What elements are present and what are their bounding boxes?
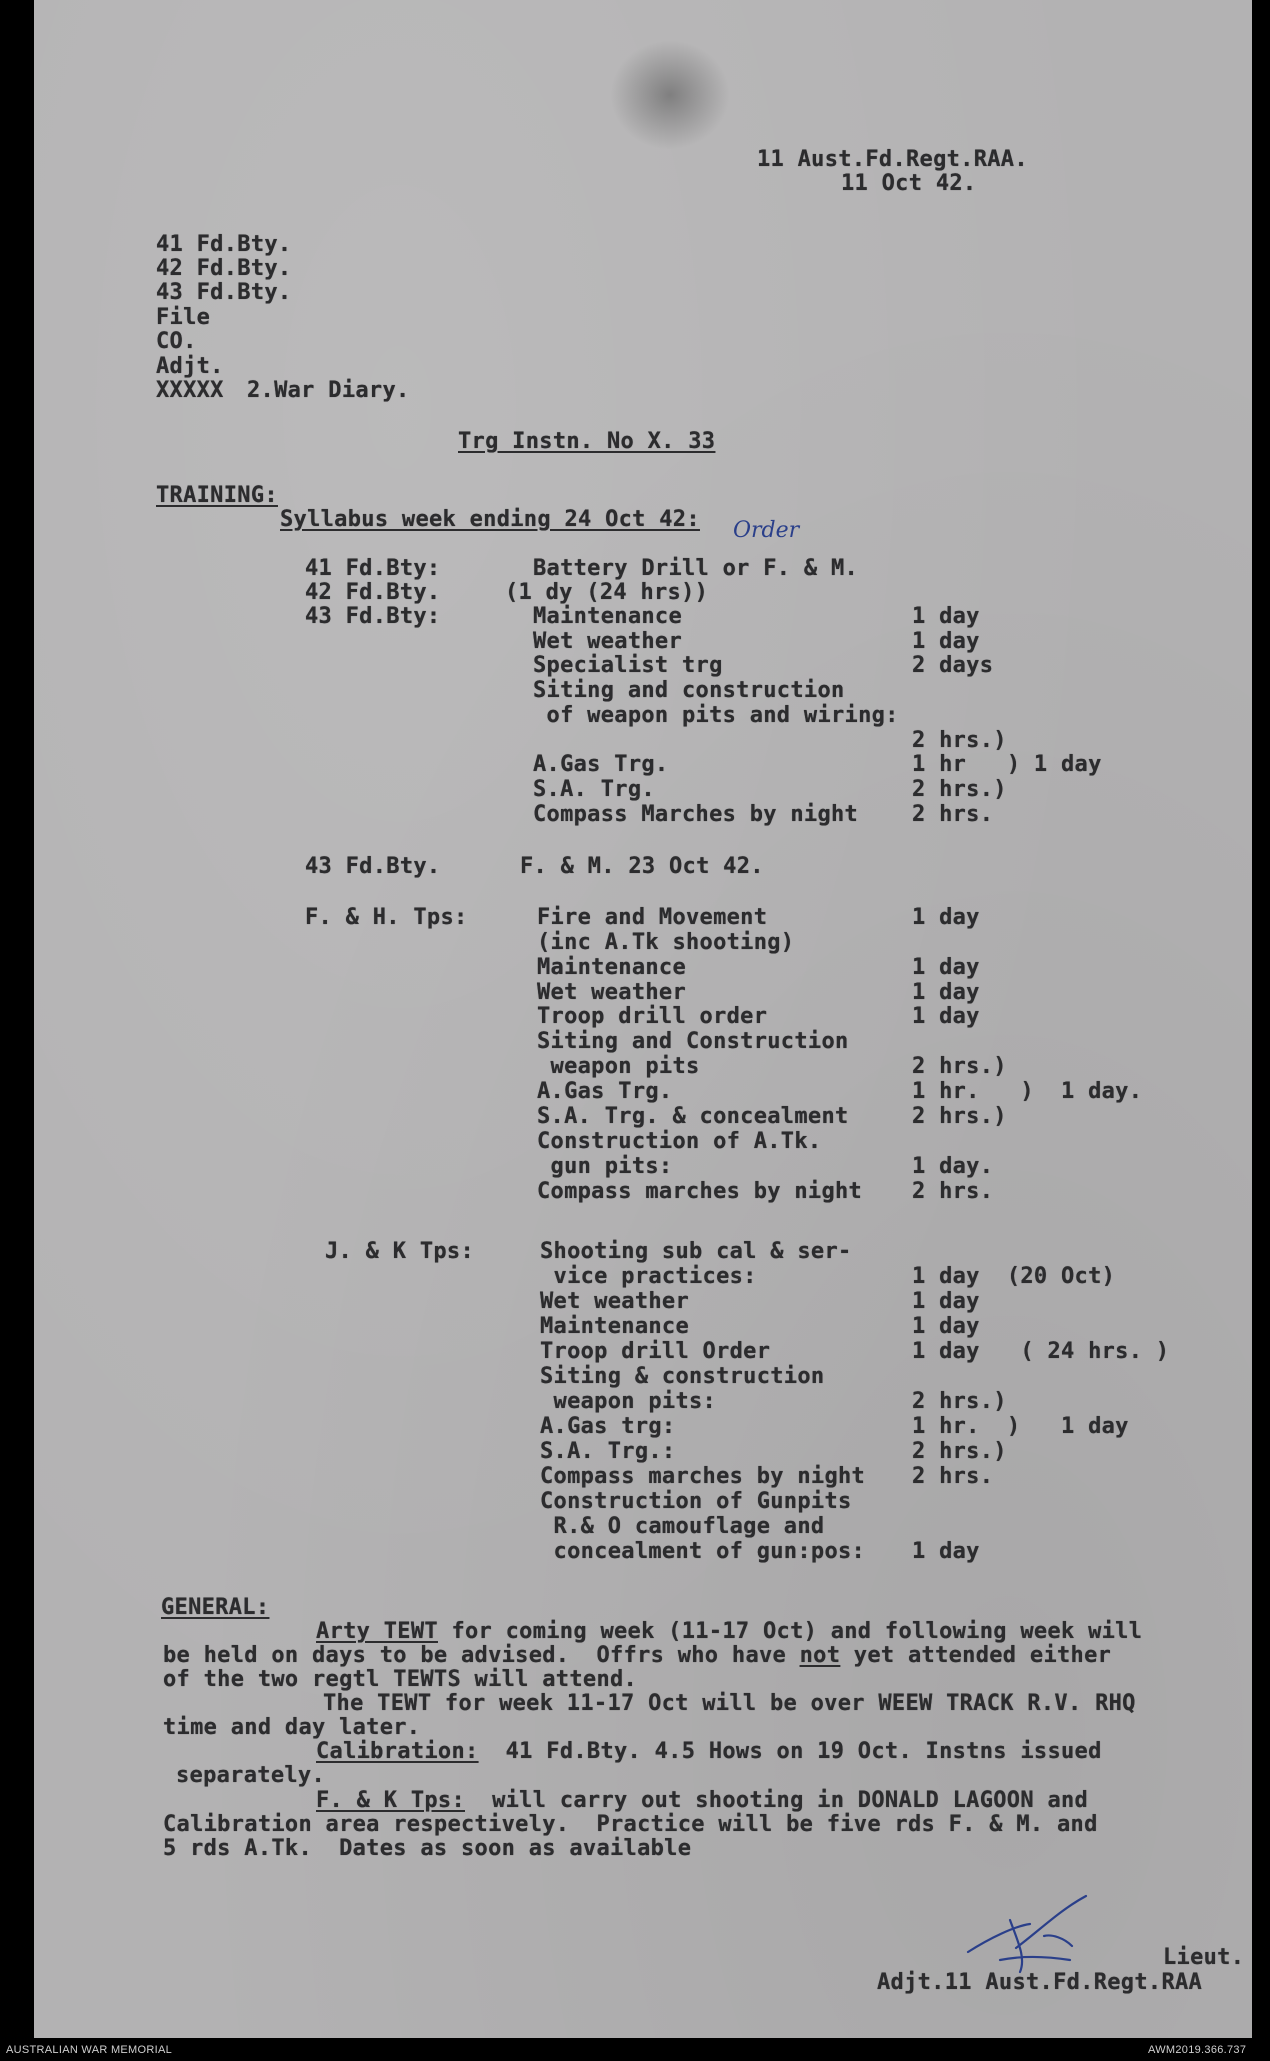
distribution-item: 41 Fd.Bty. bbox=[156, 232, 292, 257]
syllabus-duration: 1 hr. ) 1 day. bbox=[912, 1079, 1143, 1104]
syllabus-item: A.Gas Trg. bbox=[537, 1079, 673, 1104]
general-heading: GENERAL: bbox=[161, 1595, 270, 1620]
general-p1-l3: of the two regtl TEWTS will attend. bbox=[163, 1667, 638, 1692]
distribution-item: 2.War Diary. bbox=[247, 378, 410, 403]
distribution-item: Adjt. bbox=[156, 354, 224, 379]
syllabus-item: Fire and Movement bbox=[537, 905, 768, 930]
syllabus-duration: 1 day bbox=[912, 955, 980, 980]
general-p1 bbox=[316, 1620, 1142, 1644]
syllabus-duration: 2 hrs. bbox=[912, 1464, 994, 1489]
b42-label: 42 Fd.Bty. bbox=[305, 580, 441, 605]
syllabus-item: S.A. Trg. bbox=[533, 777, 655, 802]
syllabus-item: A.Gas trg: bbox=[540, 1414, 676, 1439]
general-p4-l3: 5 rds A.Tk. Dates as soon as available bbox=[163, 1836, 692, 1861]
syllabus-item: Wet weather bbox=[537, 980, 686, 1005]
jk-label: J. & K Tps: bbox=[325, 1239, 474, 1264]
general-p2: The TEWT for week 11-17 Oct will be over WEEW TRACK R.V. RHQ bbox=[323, 1691, 1136, 1716]
general-emphasis: not bbox=[799, 1643, 841, 1668]
distribution-item: File bbox=[156, 305, 211, 330]
syllabus-item: of weapon pits and wiring: bbox=[533, 703, 899, 728]
syllabus-duration: 2 days bbox=[912, 653, 994, 678]
syllabus-item: Shooting sub cal & ser- bbox=[540, 1239, 852, 1264]
syllabus-item: S.A. Trg.: bbox=[540, 1439, 676, 1464]
b43b-text: F. & M. 23 Oct 42. bbox=[520, 854, 764, 879]
syllabus-item: Maintenance bbox=[540, 1314, 689, 1339]
b43b-label: 43 Fd.Bty. bbox=[305, 854, 441, 879]
syllabus-heading: Syllabus week ending 24 Oct 42: bbox=[280, 507, 700, 532]
b42-text: (1 dy (24 hrs)) bbox=[505, 580, 709, 605]
syllabus-item: Siting and construction bbox=[533, 678, 845, 703]
syllabus-item: Maintenance bbox=[537, 955, 686, 980]
syllabus-duration: 2 hrs.) bbox=[912, 1389, 1007, 1414]
general-p4-lead: F. & K Tps: bbox=[316, 1788, 465, 1813]
general-p3-lead: Calibration: bbox=[316, 1739, 479, 1764]
syllabus-item: Wet weather bbox=[533, 629, 682, 654]
distribution-item: CO. bbox=[156, 329, 197, 354]
training-heading: TRAINING: bbox=[156, 483, 278, 508]
syllabus-item: S.A. Trg. & concealment bbox=[537, 1104, 849, 1129]
syllabus-item: Compass marches by night bbox=[540, 1464, 866, 1489]
syllabus-item: Troop drill order bbox=[537, 1004, 768, 1029]
syllabus-duration: 1 day (20 Oct) bbox=[912, 1264, 1116, 1289]
general-p4 bbox=[316, 1789, 1088, 1813]
handwritten-insert: Order bbox=[733, 518, 800, 543]
syllabus-item: Wet weather bbox=[540, 1289, 689, 1314]
syllabus-duration: 1 day bbox=[912, 1539, 980, 1564]
fh-label: F. & H. Tps: bbox=[305, 905, 468, 930]
general-text: yet attended either bbox=[840, 1643, 1112, 1668]
syllabus-duration: 2 hrs.) bbox=[912, 1104, 1007, 1129]
syllabus-duration: 2 hrs.) bbox=[912, 1439, 1007, 1464]
syllabus-item: Maintenance bbox=[533, 604, 682, 629]
b41-text: Battery Drill or F. & M. bbox=[533, 556, 859, 581]
unit-header: 11 Aust.Fd.Regt.RAA. bbox=[757, 147, 1028, 172]
b41-label: 41 Fd.Bty: bbox=[305, 556, 441, 581]
footer-source: AUSTRALIAN WAR MEMORIAL bbox=[6, 2044, 173, 2056]
syllabus-item: Construction of A.Tk. bbox=[537, 1129, 822, 1154]
general-p4-rest: will carry out shooting in DONALD LAGOON and bbox=[465, 1788, 1089, 1813]
general-p4-l2: Calibration area respectively. Practice will be five rds F. & M. and bbox=[163, 1812, 1098, 1837]
syllabus-item: Troop drill Order bbox=[540, 1339, 771, 1364]
general-p2-l2: time and day later. bbox=[163, 1715, 421, 1740]
b43-label: 43 Fd.Bty: bbox=[305, 604, 441, 629]
syllabus-item: Compass Marches by night bbox=[533, 802, 859, 827]
distribution-item: 43 Fd.Bty. bbox=[156, 280, 292, 305]
syllabus-item: gun pits: bbox=[537, 1154, 673, 1179]
syllabus-item: Siting & construction bbox=[540, 1364, 825, 1389]
syllabus-duration: 1 day bbox=[912, 629, 980, 654]
syllabus-item: Specialist trg bbox=[533, 653, 723, 678]
ink-smudge bbox=[610, 40, 730, 150]
syllabus-item: weapon pits bbox=[537, 1054, 700, 1079]
syllabus-duration: 2 hrs. bbox=[912, 1179, 994, 1204]
syllabus-duration: 1 day bbox=[912, 1314, 980, 1339]
syllabus-duration: 1 day bbox=[912, 980, 980, 1005]
syllabus-duration: 1 day bbox=[912, 905, 980, 930]
general-p3-l2: separately. bbox=[176, 1763, 325, 1788]
syllabus-duration: 2 hrs.) bbox=[912, 777, 1007, 802]
footer-accession: AWM2019.366.737 bbox=[1148, 2044, 1247, 2056]
syllabus-duration: 1 day bbox=[912, 1004, 980, 1029]
general-p3 bbox=[316, 1740, 1102, 1764]
document-title: Trg Instn. No X. 33 bbox=[458, 429, 716, 454]
syllabus-duration: 1 day. bbox=[912, 1154, 994, 1179]
general-p3-rest: 41 Fd.Bty. 4.5 Hows on 19 Oct. Instns issued bbox=[478, 1739, 1102, 1764]
syllabus-item: concealment of gun:pos: bbox=[540, 1539, 866, 1564]
general-p1-rest: for coming week (11-17 Oct) and following week will bbox=[437, 1619, 1143, 1644]
syllabus-item: Compass marches by night bbox=[537, 1179, 863, 1204]
syllabus-item: R.& O camouflage and bbox=[540, 1514, 825, 1539]
syllabus-duration: 2 hrs. bbox=[912, 802, 994, 827]
syllabus-duration: 1 hr ) 1 day bbox=[912, 752, 1102, 777]
syllabus-duration: 1 day ( 24 hrs. ) bbox=[912, 1339, 1170, 1364]
syllabus-duration: 2 hrs.) bbox=[912, 1054, 1007, 1079]
syllabus-item: (inc A.Tk shooting) bbox=[537, 930, 795, 955]
syllabus-duration: 1 day bbox=[912, 604, 980, 629]
syllabus-item: Siting and Construction bbox=[537, 1029, 849, 1054]
distribution-item-struck: XXXXX bbox=[156, 378, 224, 403]
signature-title: Adjt.11 Aust.Fd.Regt.RAA bbox=[877, 1970, 1203, 1995]
general-p1-l2 bbox=[163, 1644, 1111, 1668]
date-header: 11 Oct 42. bbox=[841, 171, 977, 196]
distribution-item: 42 Fd.Bty. bbox=[156, 256, 292, 281]
syllabus-item: A.Gas Trg. bbox=[533, 752, 669, 777]
signature-rank: Lieut. bbox=[1163, 1945, 1245, 1970]
general-text: be held on days to be advised. Offrs who have bbox=[163, 1643, 800, 1668]
handwritten-signature bbox=[960, 1890, 1100, 1980]
syllabus-duration: 1 hr. ) 1 day bbox=[912, 1414, 1129, 1439]
syllabus-item: weapon pits: bbox=[540, 1389, 717, 1414]
syllabus-item: vice practices: bbox=[540, 1264, 757, 1289]
syllabus-duration: 2 hrs.) bbox=[912, 728, 1007, 753]
general-p1-lead: Arty TEWT bbox=[316, 1619, 438, 1644]
syllabus-duration: 1 day bbox=[912, 1289, 980, 1314]
syllabus-item: Construction of Gunpits bbox=[540, 1489, 852, 1514]
